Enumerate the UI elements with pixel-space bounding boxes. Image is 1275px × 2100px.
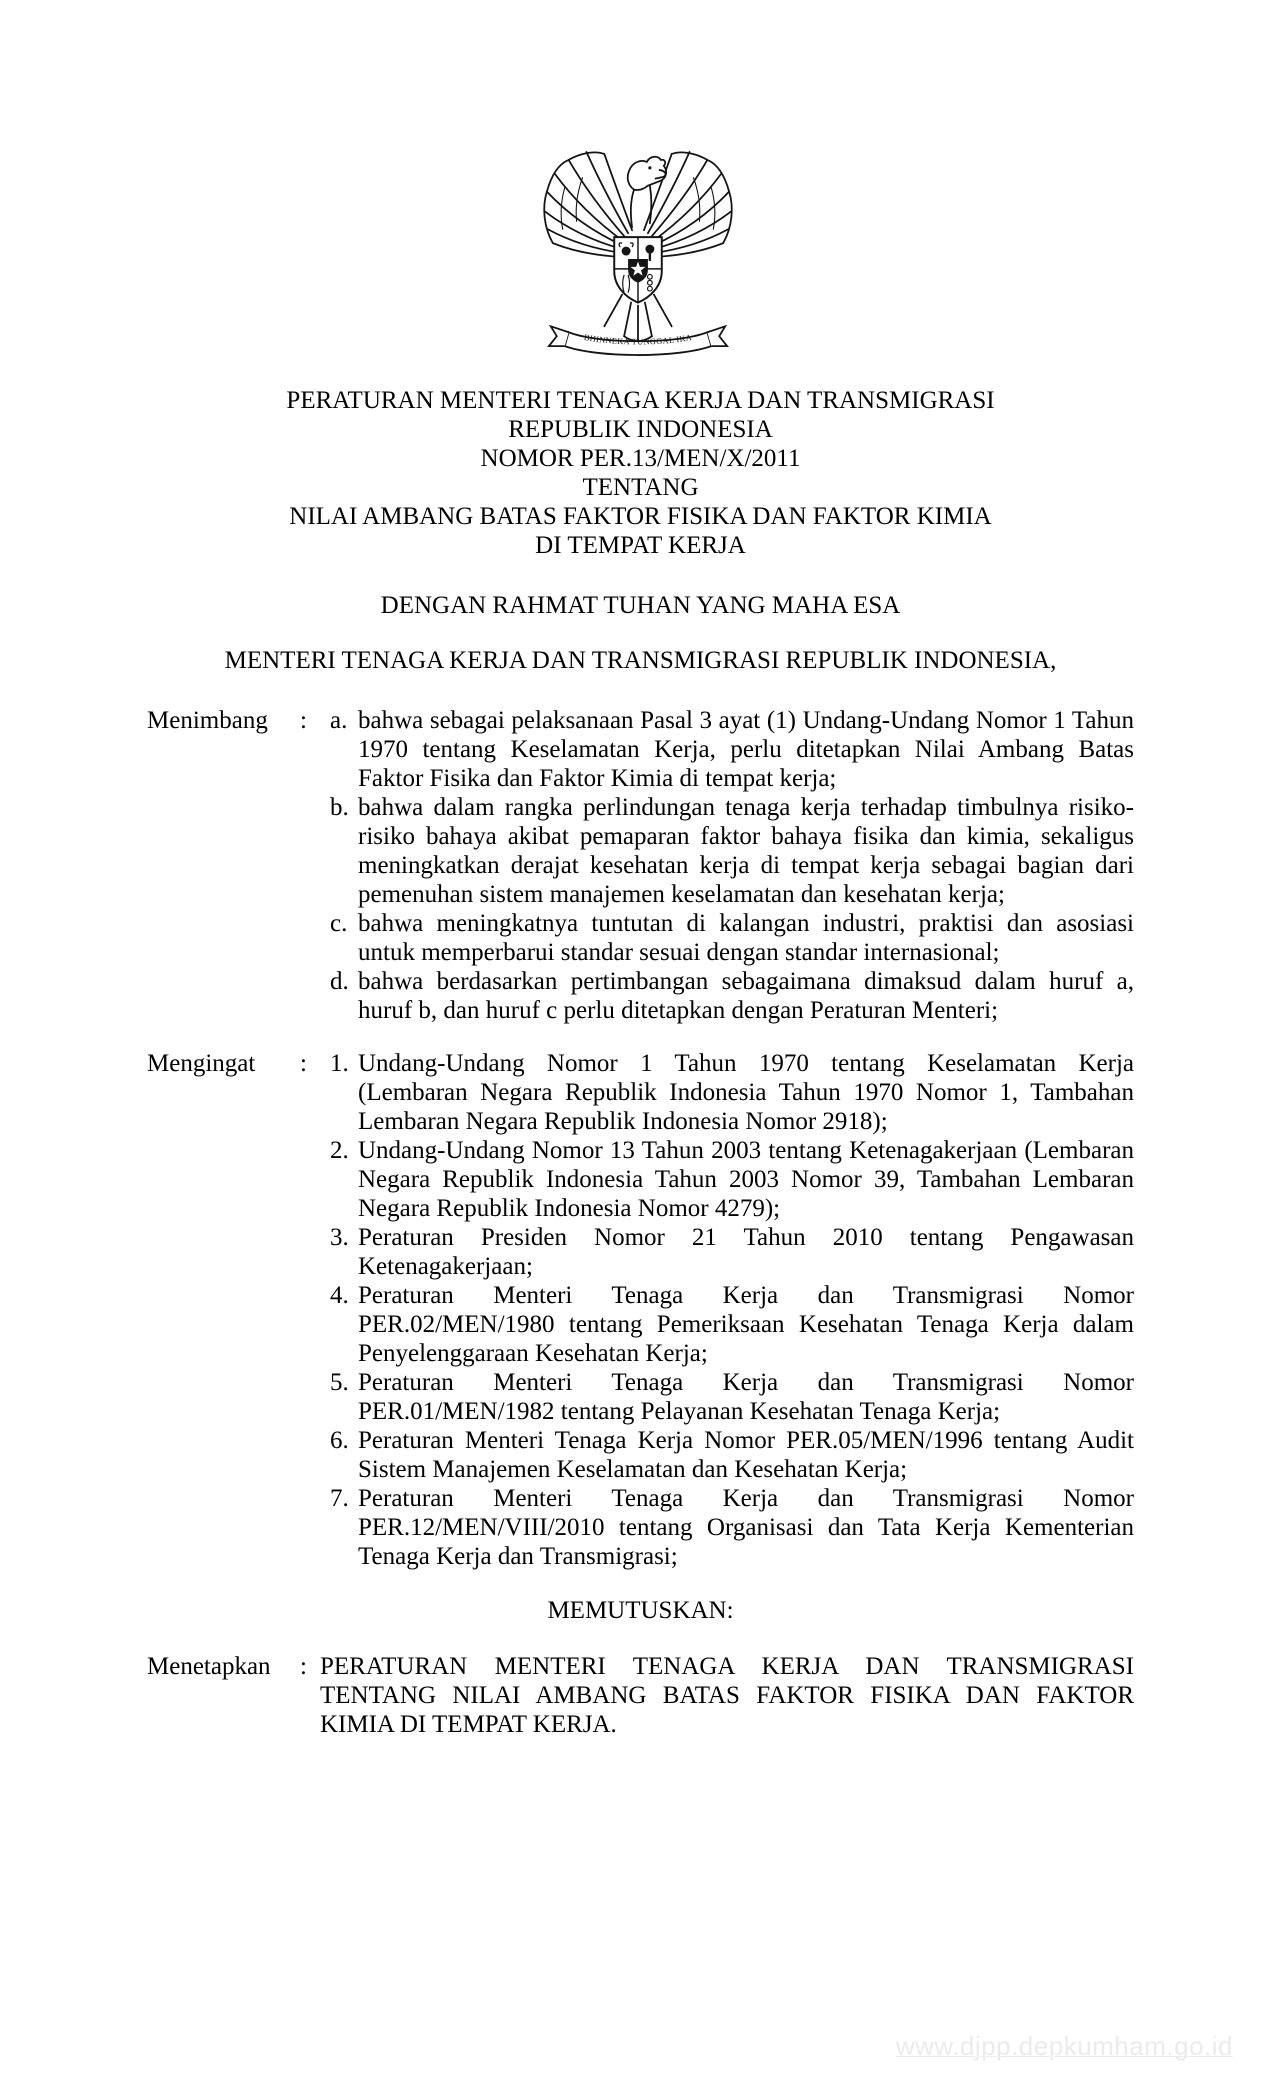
considering-items [330, 706, 1134, 1025]
considering-colon: : [300, 707, 307, 734]
recalling-label: Mengingat [147, 1050, 256, 1077]
item-text: Peraturan Menteri Tenaga Kerja dan Transmigrasi Nomor PER.12/MEN/VIII/2010 tentang Organisasi dan Tata Kerja Kementerian Tenaga Kerja dan Transmigrasi; [358, 1485, 1134, 1570]
item-marker: d. [330, 968, 349, 995]
recalling-item [330, 1136, 1134, 1223]
item-text: bahwa sebagai pelaksanaan Pasal 3 ayat (1) Undang-Undang Nomor 1 Tahun 1970 tentang Keselamatan Kerja, perlu ditetapkan Nilai Ambang Batas Faktor Fisika dan Faktor Kimia di tempat kerja; [358, 707, 1134, 792]
recalling-item [330, 1484, 1134, 1571]
title-line: NOMOR PER.13/MEN/X/2011 [480, 445, 801, 472]
recalling-item [330, 1223, 1134, 1281]
enacting-colon: : [300, 1653, 307, 1680]
enacting-label: Menetapkan [147, 1653, 271, 1680]
enacting-text: PERATURAN MENTERI TENAGA KERJA DAN TRANSMIGRASI TENTANG NILAI AMBANG BATAS FAKTOR FISIKA DAN FAKTOR KIMIA DI TEMPAT KERJA. [320, 1653, 1134, 1738]
item-text: Peraturan Menteri Tenaga Kerja dan Transmigrasi Nomor PER.01/MEN/1982 tentang Pelayanan Kesehatan Tenaga Kerja; [358, 1369, 1134, 1425]
title-line: TENTANG [582, 474, 699, 501]
item-marker: c. [330, 910, 348, 937]
item-text: bahwa berdasarkan pertimbangan sebagaimana dimaksud dalam huruf a, huruf b, dan huruf c perlu ditetapkan dengan Peraturan Menteri; [358, 968, 1134, 1024]
title-line: PERATURAN MENTERI TENAGA KERJA DAN TRANSMIGRASI [286, 387, 995, 414]
recalling-item [330, 1049, 1134, 1136]
item-text: Peraturan Presiden Nomor 21 Tahun 2010 tentang Pengawasan Ketenagakerjaan; [358, 1224, 1134, 1280]
item-marker: 1. [330, 1050, 349, 1077]
recalling-colon: : [300, 1050, 307, 1077]
item-text: bahwa meningkatnya tuntutan di kalangan industri, praktisi dan asosiasi untuk memperbarui standar sesuai dengan standar internasional; [358, 910, 1134, 966]
item-text: Undang-Undang Nomor 13 Tahun 2003 tentang Ketenagakerjaan (Lembaran Negara Republik Indonesia Tahun 2003 Nomor 39, Tambahan Lembaran Negara Republik Indonesia Nomor 4279); [358, 1137, 1134, 1222]
item-text: Peraturan Menteri Tenaga Kerja dan Transmigrasi Nomor PER.02/MEN/1980 tentang Pemeriksaan Kesehatan Tenaga Kerja dalam Penyelenggaraan Kesehatan Kerja; [358, 1282, 1134, 1367]
considering-item [330, 967, 1134, 1025]
enacting-clause [147, 1652, 1134, 1739]
document-title [147, 386, 1134, 560]
item-marker: b. [330, 794, 349, 821]
recalling-clause [147, 1049, 1134, 1571]
recalling-item [330, 1281, 1134, 1368]
item-marker: 7. [330, 1485, 349, 1512]
item-text: Undang-Undang Nomor 1 Tahun 1970 tentang Keselamatan Kerja (Lembaran Negara Republik Indonesia Tahun 1970 Nomor 1, Tambahan Lembaran Negara Republik Indonesia Nomor 2918); [358, 1050, 1134, 1135]
emblem-motto-text: BHINNEKA TUNGGAL IKA [583, 332, 693, 347]
item-text: bahwa dalam rangka perlindungan tenaga kerja terhadap timbulnya risiko-risiko bahaya akibat pemaparan faktor bahaya fisika dan kimia, sekaligus meningkatkan derajat kesehatan kerja di tempat kerja sebagai bagian dari pemenuhan sistem manajemen keselamatan dan kesehatan kerja; [358, 794, 1134, 908]
considering-item [330, 706, 1134, 793]
considering-item [330, 793, 1134, 909]
recalling-item [330, 1368, 1134, 1426]
decision-heading: MEMUTUSKAN: [547, 1597, 734, 1624]
item-marker: 3. [330, 1224, 349, 1251]
recalling-items [330, 1049, 1134, 1571]
watermark-link[interactable]: www.djpp.depkumham.go.id [895, 2031, 1233, 2061]
issuer-line: MENTERI TENAGA KERJA DAN TRANSMIGRASI REPUBLIK INDONESIA, [224, 647, 1057, 674]
item-marker: 2. [330, 1137, 349, 1164]
item-marker: a. [330, 707, 348, 734]
item-marker: 4. [330, 1282, 349, 1309]
title-line: NILAI AMBANG BATAS FAKTOR FISIKA DAN FAKTOR KIMIA [289, 503, 992, 530]
item-text: Peraturan Menteri Tenaga Kerja Nomor PER.05/MEN/1996 tentang Audit Sistem Manajemen Keselamatan dan Kesehatan Kerja; [358, 1427, 1134, 1483]
garuda-pancasila-emblem [538, 150, 738, 360]
considering-item [330, 909, 1134, 967]
considering-label: Menimbang [147, 707, 268, 734]
recalling-item [330, 1426, 1134, 1484]
invocation-line: DENGAN RAHMAT TUHAN YANG MAHA ESA [380, 592, 901, 619]
title-line: REPUBLIK INDONESIA [508, 416, 773, 443]
pancasila-shield [614, 237, 662, 302]
considering-clause [147, 706, 1134, 1025]
title-line: DI TEMPAT KERJA [535, 532, 746, 559]
item-marker: 6. [330, 1427, 349, 1454]
item-marker: 5. [330, 1369, 349, 1396]
